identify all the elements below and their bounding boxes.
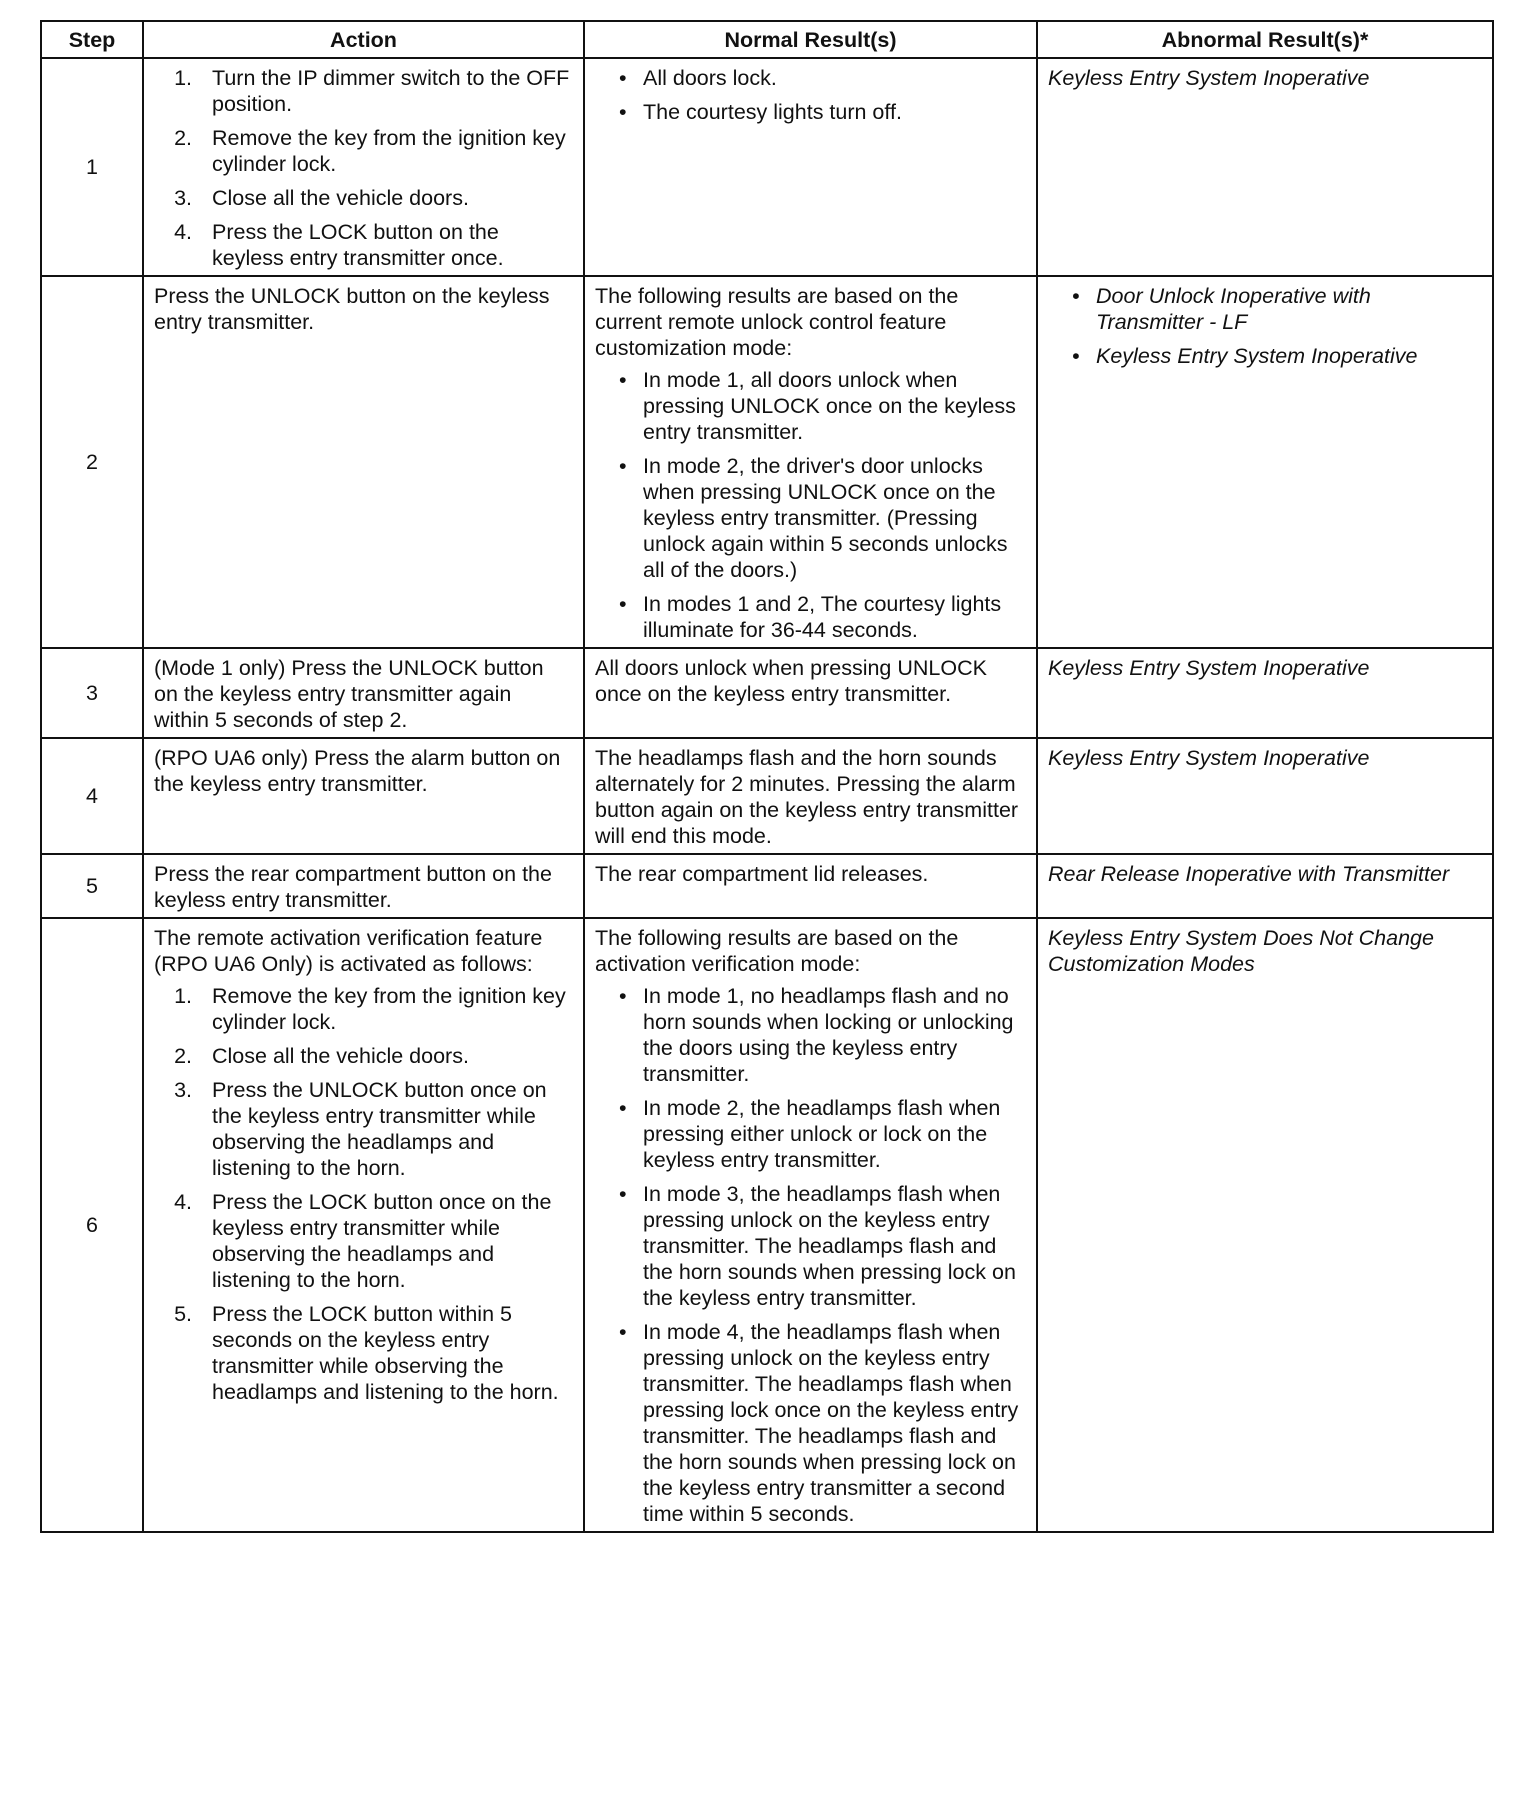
normal-result-cell [584, 854, 1037, 918]
normal-result-item: • In mode 2, the driver's door unlocks when pressing UNLOCK once on the keyless entry transmitter. (Pressing unlock again within 5 seconds unlocks all of the doors.) [643, 453, 1024, 583]
normal-result-cell [584, 58, 1037, 276]
action-step: 1. Remove the key from the ignition key cylinder lock. [198, 983, 571, 1035]
action-text: (Mode 1 only) Press the UNLOCK button on the keyless entry transmitter again within 5 seconds of step 2. [154, 656, 544, 732]
table-row [41, 918, 1493, 1532]
action-step: 5. Press the LOCK button within 5 seconds on the keyless entry transmitter while observing the headlamps and listening to the horn. [198, 1301, 571, 1405]
action-steps-list [154, 983, 571, 1405]
action-intro: The remote activation verification feature (RPO UA6 Only) is activated as follows: [154, 926, 543, 976]
action-text: (RPO UA6 only) Press the alarm button on the keyless entry transmitter. [154, 746, 561, 796]
table-row [41, 854, 1493, 918]
action-step: 3. Close all the vehicle doors. [198, 185, 571, 211]
step-number: 5 [41, 854, 143, 918]
normal-result-cell [584, 648, 1037, 738]
abnormal-result-cell [1037, 276, 1493, 648]
normal-results-list [595, 367, 1024, 643]
diagnostic-sheet [40, 20, 1492, 1533]
normal-result-text: All doors unlock when pressing UNLOCK once on the keyless entry transmitter. [595, 656, 987, 706]
normal-result-intro: The following results are based on the current remote unlock control feature customization mode: [595, 284, 959, 360]
normal-result-intro: The following results are based on the activation verification mode: [595, 926, 959, 976]
action-steps-list [154, 65, 571, 271]
keyless-entry-diagnostic-table [40, 20, 1494, 1533]
action-cell [143, 854, 584, 918]
normal-result-item: • In mode 1, no headlamps flash and no horn sounds when locking or unlocking the doors using the keyless entry transmitter. [643, 983, 1024, 1087]
abnormal-result-cell [1037, 738, 1493, 854]
step-number: 1 [41, 58, 143, 276]
abnormal-result-text: Keyless Entry System Inoperative [1048, 656, 1370, 680]
abnormal-results-list [1048, 283, 1480, 369]
abnormal-result-text: Keyless Entry System Inoperative [1048, 746, 1370, 770]
action-cell [143, 58, 584, 276]
abnormal-result-text: Keyless Entry System Does Not Change Customization Modes [1048, 926, 1434, 976]
normal-results-list [595, 65, 1024, 125]
abnormal-result-cell [1037, 58, 1493, 276]
action-text: Press the rear compartment button on the keyless entry transmitter. [154, 862, 552, 912]
step-number: 6 [41, 918, 143, 1532]
step-number: 4 [41, 738, 143, 854]
action-step: 1. Turn the IP dimmer switch to the OFF position. [198, 65, 571, 117]
action-step: 4. Press the LOCK button on the keyless entry transmitter once. [198, 219, 571, 271]
action-step: 3. Press the UNLOCK button once on the keyless entry transmitter while observing the headlamps and listening to the horn. [198, 1077, 571, 1181]
step-number: 2 [41, 276, 143, 648]
header-normal-results: Normal Result(s) [584, 21, 1037, 58]
action-text: Press the UNLOCK button on the keyless entry transmitter. [154, 284, 550, 334]
normal-result-item: • In mode 1, all doors unlock when pressing UNLOCK once on the keyless entry transmitter. [643, 367, 1024, 445]
abnormal-result-item: • Door Unlock Inoperative with Transmitter - LF [1096, 283, 1480, 335]
action-cell [143, 738, 584, 854]
action-cell [143, 648, 584, 738]
header-action: Action [143, 21, 584, 58]
normal-result-item: • In mode 4, the headlamps flash when pressing unlock on the keyless entry transmitter. The headlamps flash when pressing lock once on the keyless entry transmitter. The headlamps flash and the horn sounds when pressing lock on the keyless entry transmitter a second time within 5 seconds. [643, 1319, 1024, 1527]
normal-result-item: • In mode 2, the headlamps flash when pressing either unlock or lock on the keyless entry transmitter. [643, 1095, 1024, 1173]
header-step: Step [41, 21, 143, 58]
abnormal-result-item: • Keyless Entry System Inoperative [1096, 343, 1480, 369]
table-header-row [41, 21, 1493, 58]
table-row [41, 58, 1493, 276]
normal-result-cell [584, 276, 1037, 648]
action-step: 2. Close all the vehicle doors. [198, 1043, 571, 1069]
normal-results-list [595, 983, 1024, 1527]
table-row [41, 738, 1493, 854]
action-step: 4. Press the LOCK button once on the keyless entry transmitter while observing the headlamps and listening to the horn. [198, 1189, 571, 1293]
normal-result-item: • All doors lock. [643, 65, 1024, 91]
normal-result-text: The rear compartment lid releases. [595, 862, 929, 886]
normal-result-item: • In mode 3, the headlamps flash when pressing unlock on the keyless entry transmitter. The headlamps flash and the horn sounds when pressing lock on the keyless entry transmitter. [643, 1181, 1024, 1311]
normal-result-cell [584, 918, 1037, 1532]
action-cell [143, 276, 584, 648]
action-cell [143, 918, 584, 1532]
header-abnormal-results: Abnormal Result(s)* [1037, 21, 1493, 58]
abnormal-result-cell [1037, 918, 1493, 1532]
action-step: 2. Remove the key from the ignition key cylinder lock. [198, 125, 571, 177]
abnormal-result-text: Keyless Entry System Inoperative [1048, 66, 1370, 90]
normal-result-item: • In modes 1 and 2, The courtesy lights illuminate for 36-44 seconds. [643, 591, 1024, 643]
abnormal-result-cell [1037, 648, 1493, 738]
normal-result-cell [584, 738, 1037, 854]
normal-result-text: The headlamps flash and the horn sounds alternately for 2 minutes. Pressing the alarm button again on the keyless entry transmitter will end this mode. [595, 746, 1019, 848]
abnormal-result-cell [1037, 854, 1493, 918]
normal-result-item: • The courtesy lights turn off. [643, 99, 1024, 125]
abnormal-result-text: Rear Release Inoperative with Transmitter [1048, 862, 1450, 886]
step-number: 3 [41, 648, 143, 738]
table-row [41, 276, 1493, 648]
table-row [41, 648, 1493, 738]
